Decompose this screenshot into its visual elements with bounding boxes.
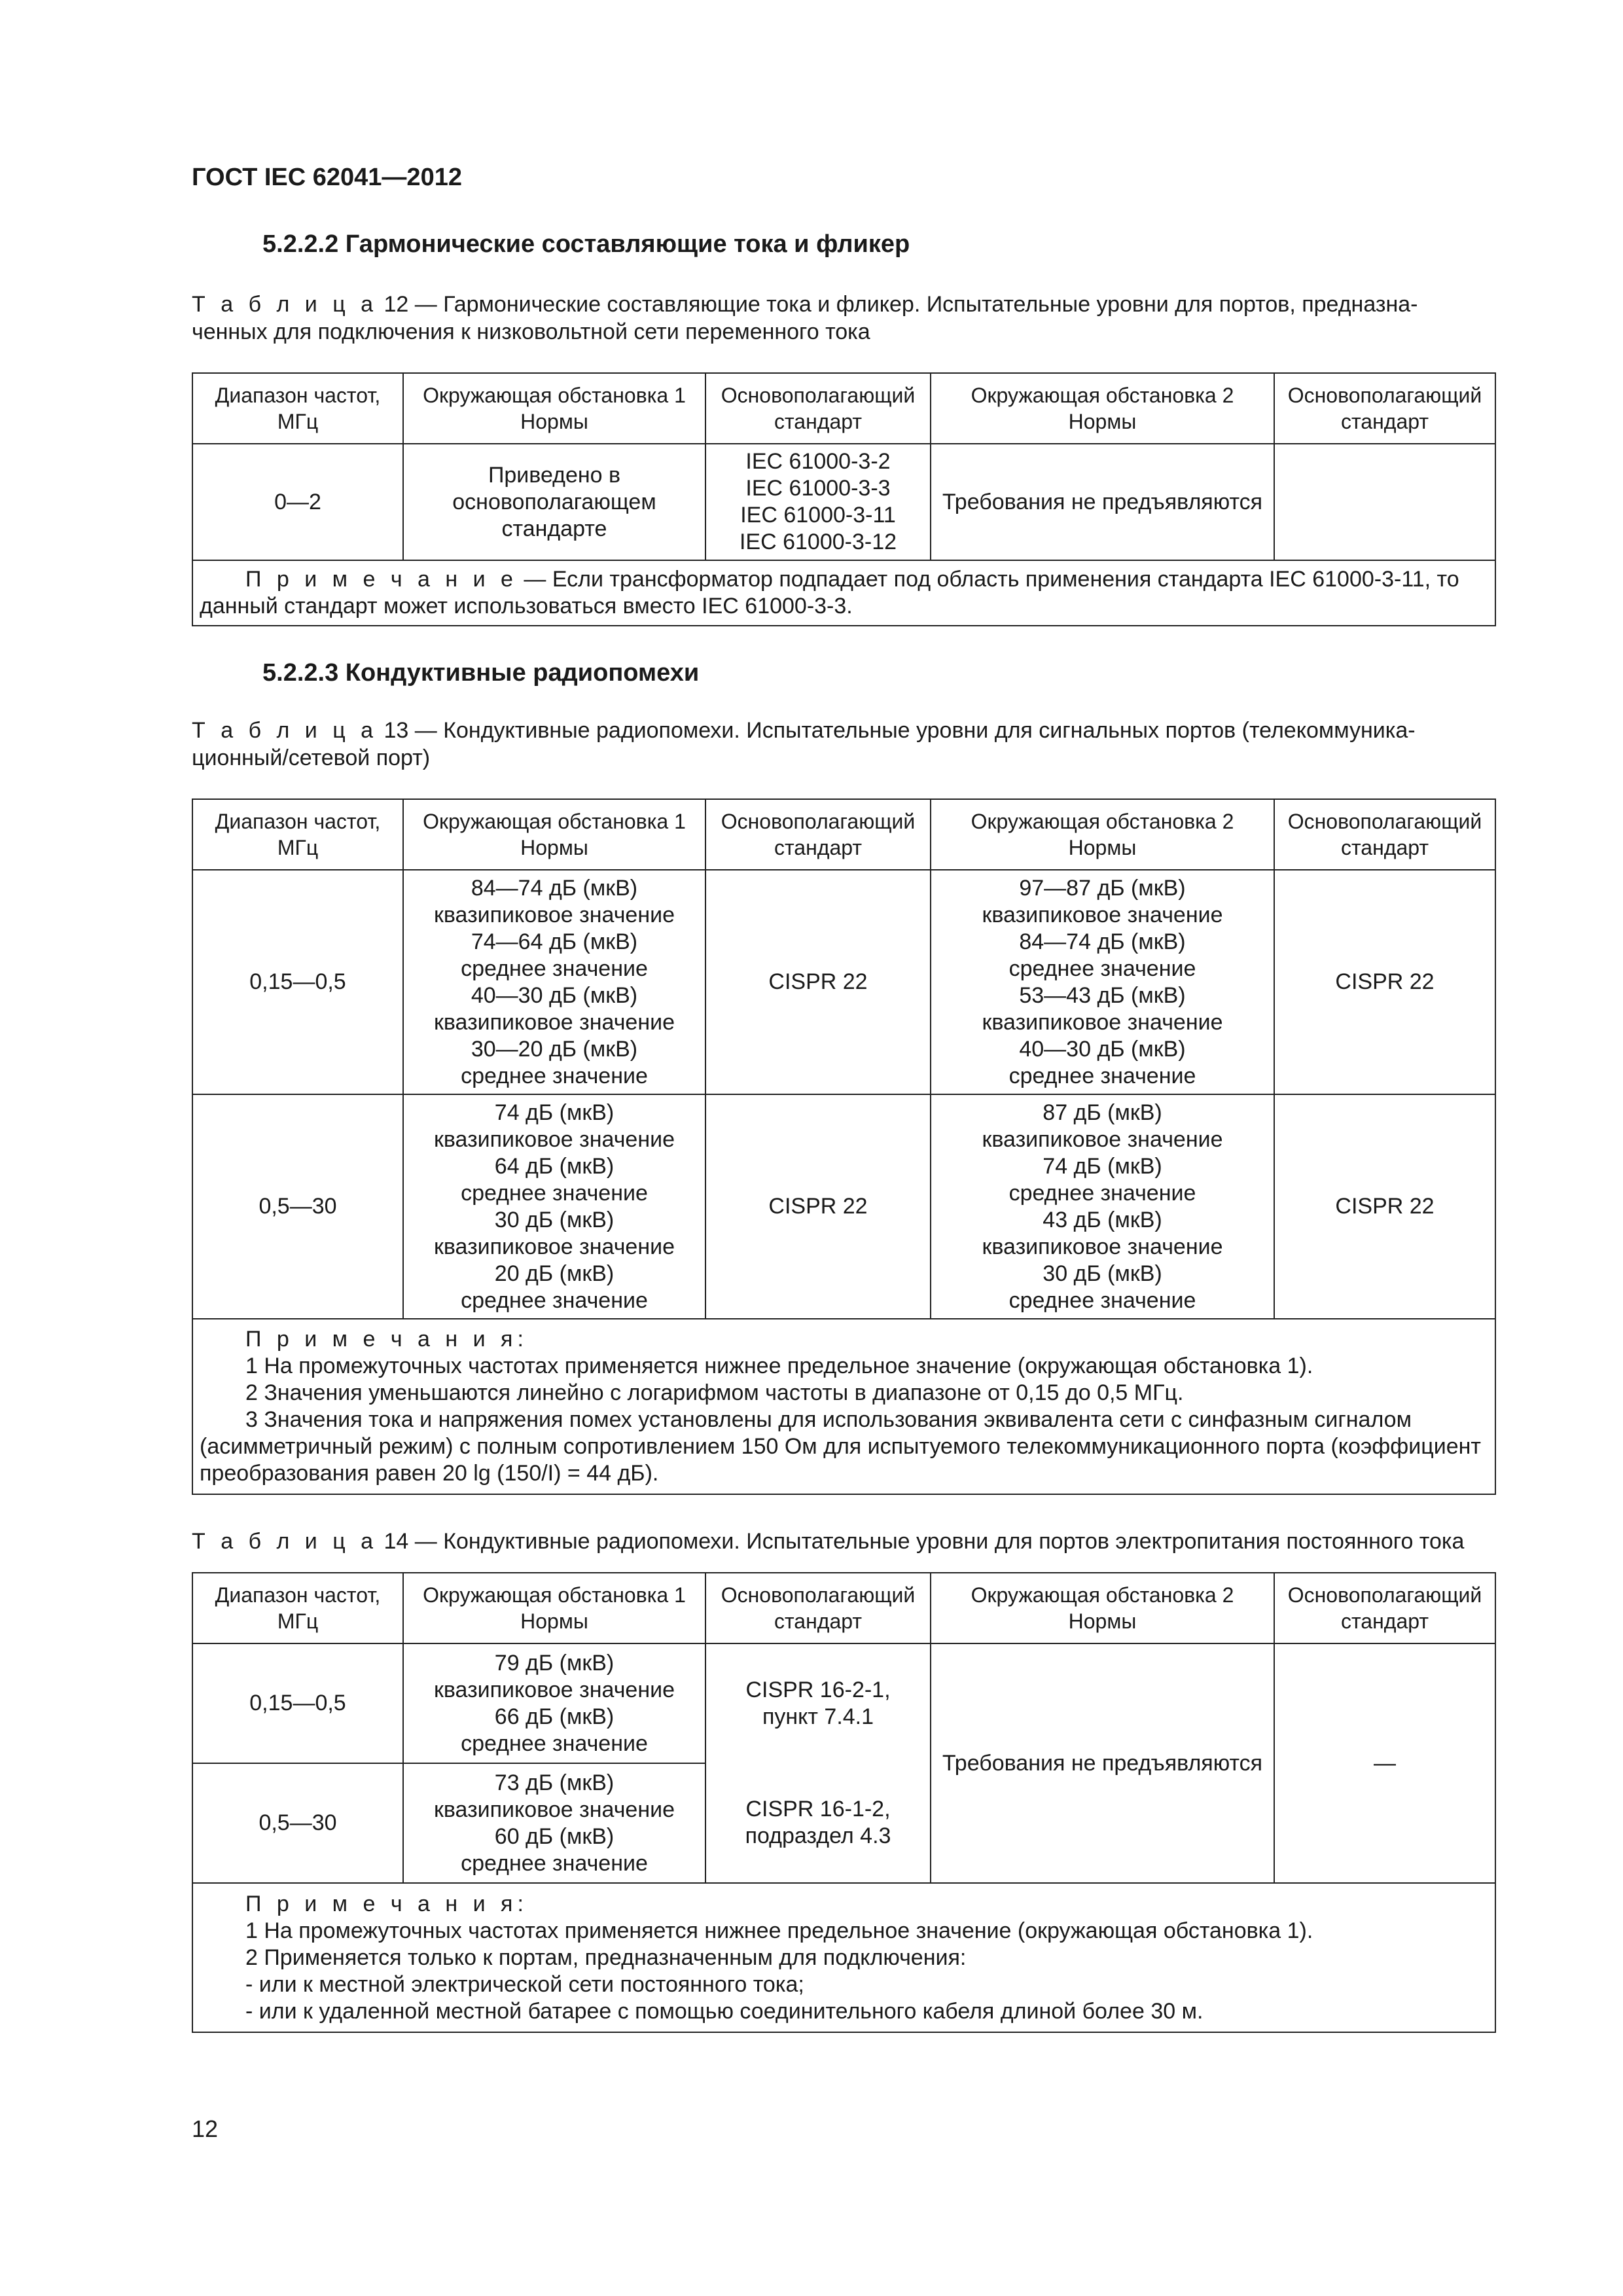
header-cell: Основополагающий стандарт [1274,1573,1495,1643]
value-line: квазипиковое значение [982,1126,1223,1152]
cell-std1: CISPR 22 [705,870,931,1094]
section-5-2-2-3-title: 5.2.2.3 Кондуктивные радиопомехи [262,659,700,687]
header-cell: Окружающая обстановка 1 Нормы [403,799,705,870]
std-line: IEC 61000-3-12 [739,529,897,554]
value-line: 97—87 дБ (мкВ) [1019,875,1186,901]
value-line: среднее значение [1008,1287,1196,1313]
value-line: 74 дБ (мкВ) [1043,1153,1162,1179]
table-note [192,560,1495,626]
std-line: CISPR 16-1-2, [745,1797,891,1821]
table-label: Т а б л и ц а [192,718,378,743]
value-line: квазипиковое значение [982,1234,1223,1259]
value-line: 53—43 дБ (мкВ) [1019,982,1186,1008]
section-5-2-2-2-title: 5.2.2.2 Гармонические составляющие тока и фликер [262,230,910,258]
cell-env1 [403,870,705,1094]
value-line: 30 дБ (мкВ) [1043,1261,1162,1286]
value-line: среднее значение [461,1731,648,1756]
header-cell: Окружающая обстановка 2 Нормы [931,1573,1274,1643]
header-cell: Диапазон частот, МГц [192,799,403,870]
note-item: 3 Значения тока и напряжения помех установлены для использования эквивалента сети с синфазным сигналом (асимметричный режим) с полным сопротивлением 150 Ом для испытуемого телекоммуникационного порта (коэффициент преобразования равен 20 lg (150/I) = 44 дБ). [200,1407,1481,1486]
table-notes [192,1883,1495,2032]
value-line: 79 дБ (мкВ) [494,1650,615,1676]
value-line: 30 дБ (мкВ) [494,1207,615,1232]
cell-range: 0,15—0,5 [192,1643,403,1763]
table-label: Т а б л и ц а [192,1529,378,1554]
cell-env2: Требования не предъявляются [931,1643,1274,1883]
table-14-caption [192,1528,1495,1555]
table-row [192,1643,1495,1763]
value-line: 43 дБ (мкВ) [1043,1207,1162,1232]
value-line: 73 дБ (мкВ) [494,1770,615,1795]
value-line: 74 дБ (мкВ) [494,1100,615,1125]
value-line: 84—74 дБ (мкВ) [471,875,638,901]
header-cell: Основополагающий стандарт [705,373,931,444]
value-line: квазипиковое значение [433,1126,675,1152]
table-12-caption [192,291,1495,346]
header-cell: Диапазон частот, МГц [192,1573,403,1643]
value-line: 84—74 дБ (мкВ) [1019,929,1186,954]
notes-label: П р и м е ч а н и я: [245,1891,528,1916]
value-line: 64 дБ (мкВ) [494,1153,615,1179]
table-header-row [192,799,1495,870]
cell-env2 [931,870,1274,1094]
table-header-row [192,1573,1495,1643]
std-line: CISPR 16-2-1, [745,1677,891,1702]
value-line: среднее значение [1008,956,1196,981]
cell-std2 [1274,444,1495,560]
cell-range: 0—2 [192,444,403,560]
value-line: среднее значение [461,956,648,981]
cell-env1: Приведено в основополагающем стандарте [403,444,705,560]
table-notes [192,1319,1495,1494]
table-notes-row [192,1319,1495,1494]
value-line: квазипиковое значение [433,1009,675,1035]
cell-env1 [403,1094,705,1319]
value-line: среднее значение [1008,1063,1196,1088]
value-line: среднее значение [1008,1180,1196,1206]
value-line: квазипиковое значение [433,1234,675,1259]
table-14 [192,1572,1496,2033]
value-line: среднее значение [461,1180,648,1206]
document-title: ГОСТ IEC 62041—2012 [192,164,462,191]
table-13 [192,798,1496,1495]
table-notes-row [192,1883,1495,2032]
value-line: среднее значение [461,1287,648,1313]
note-label: П р и м е ч а н и е [245,567,518,592]
cell-std1 [705,1763,931,1883]
cell-std1 [705,1643,931,1763]
note-item: - или к местной электрической сети постоянного тока; [245,1971,804,1997]
value-line: квазипиковое значение [982,1009,1223,1035]
std-line: IEC 61000-3-3 [745,476,891,501]
value-line: среднее значение [461,1063,648,1088]
header-cell: Окружающая обстановка 1 Нормы [403,373,705,444]
value-line: среднее значение [461,1850,648,1876]
caption-text: 13 — Кондуктивные радиопомехи. Испытательные уровни для сигнальных портов (телекоммуника- [383,718,1416,743]
header-cell: Основополагающий стандарт [705,1573,931,1643]
table-note-row [192,560,1495,626]
header-cell: Окружающая обстановка 2 Нормы [931,799,1274,870]
cell-env2: Требования не предъявляются [931,444,1274,560]
cell-range: 0,5—30 [192,1094,403,1319]
cell-std1: CISPR 22 [705,1094,931,1319]
value-line: квазипиковое значение [433,902,675,927]
value-line: 20 дБ (мкВ) [494,1261,615,1286]
value-line: квазипиковое значение [982,902,1223,927]
note-item: 1 На промежуточных частотах применяется нижнее предельное значение (окружающая обстановка 1). [245,1918,1313,1943]
cell-std2: — [1274,1643,1495,1883]
cell-range: 0,5—30 [192,1763,403,1883]
value-line: 60 дБ (мкВ) [494,1823,615,1849]
cell-env1 [403,1763,705,1883]
cell-range: 0,15—0,5 [192,870,403,1094]
page-number: 12 [192,2115,219,2142]
value-line: 66 дБ (мкВ) [494,1704,615,1729]
header-cell: Окружающая обстановка 2 Нормы [931,373,1274,444]
table-row [192,870,1495,1094]
note-item: 2 Значения уменьшаются линейно с логарифмом частоты в диапазоне от 0,15 до 0,5 МГц. [245,1380,1184,1405]
value-line: 40—30 дБ (мкВ) [471,982,638,1008]
cell-std2: CISPR 22 [1274,1094,1495,1319]
header-cell: Основополагающий стандарт [1274,799,1495,870]
value-line: 87 дБ (мкВ) [1043,1100,1162,1125]
header-cell: Окружающая обстановка 1 Нормы [403,1573,705,1643]
table-row [192,1094,1495,1319]
cell-env2 [931,1094,1274,1319]
std-line: подраздел 4.3 [745,1823,891,1848]
caption-text: 14 — Кондуктивные радиопомехи. Испытательные уровни для портов электропитания постоянного тока [383,1529,1465,1554]
note-text: — Если трансформатор подпадает под область применения стандарта IEC 61000-3-11, то данный стандарт может использоваться вместо IEC 61000-3-3. [200,567,1459,619]
value-line: квазипиковое значение [433,1797,675,1822]
value-line: 30—20 дБ (мкВ) [471,1036,638,1062]
value-line: квазипиковое значение [433,1677,675,1702]
cell-env1 [403,1643,705,1763]
header-cell: Диапазон частот, МГц [192,373,403,444]
caption-text-cont: ционный/сетевой порт) [192,745,431,770]
std-line: IEC 61000-3-11 [740,503,896,528]
note-item: - или к удаленной местной батарее с помощью соединительного кабеля длиной более 30 м. [245,1998,1204,2024]
notes-label: П р и м е ч а н и я: [245,1327,528,1352]
cell-std1 [705,444,931,560]
cell-std2: CISPR 22 [1274,870,1495,1094]
table-row [192,444,1495,560]
note-item: 1 На промежуточных частотах применяется нижнее предельное значение (окружающая обстановка 1). [245,1354,1313,1378]
value-line: 74—64 дБ (мкВ) [471,929,638,954]
header-cell: Основополагающий стандарт [1274,373,1495,444]
table-label: Т а б л и ц а [192,292,378,317]
table-12 [192,372,1496,626]
caption-text: 12 — Гармонические составляющие тока и фликер. Испытательные уровни для портов, предназна- [383,292,1418,317]
std-line: пункт 7.4.1 [762,1704,874,1729]
value-line: 40—30 дБ (мкВ) [1019,1036,1186,1062]
caption-text-cont: ченных для подключения к низковольтной сети переменного тока [192,319,870,344]
note-item: 2 Применяется только к портам, предназначенным для подключения: [245,1945,967,1970]
table-13-caption [192,717,1495,772]
table-header-row [192,373,1495,444]
std-line: IEC 61000-3-2 [745,449,891,474]
header-cell: Основополагающий стандарт [705,799,931,870]
